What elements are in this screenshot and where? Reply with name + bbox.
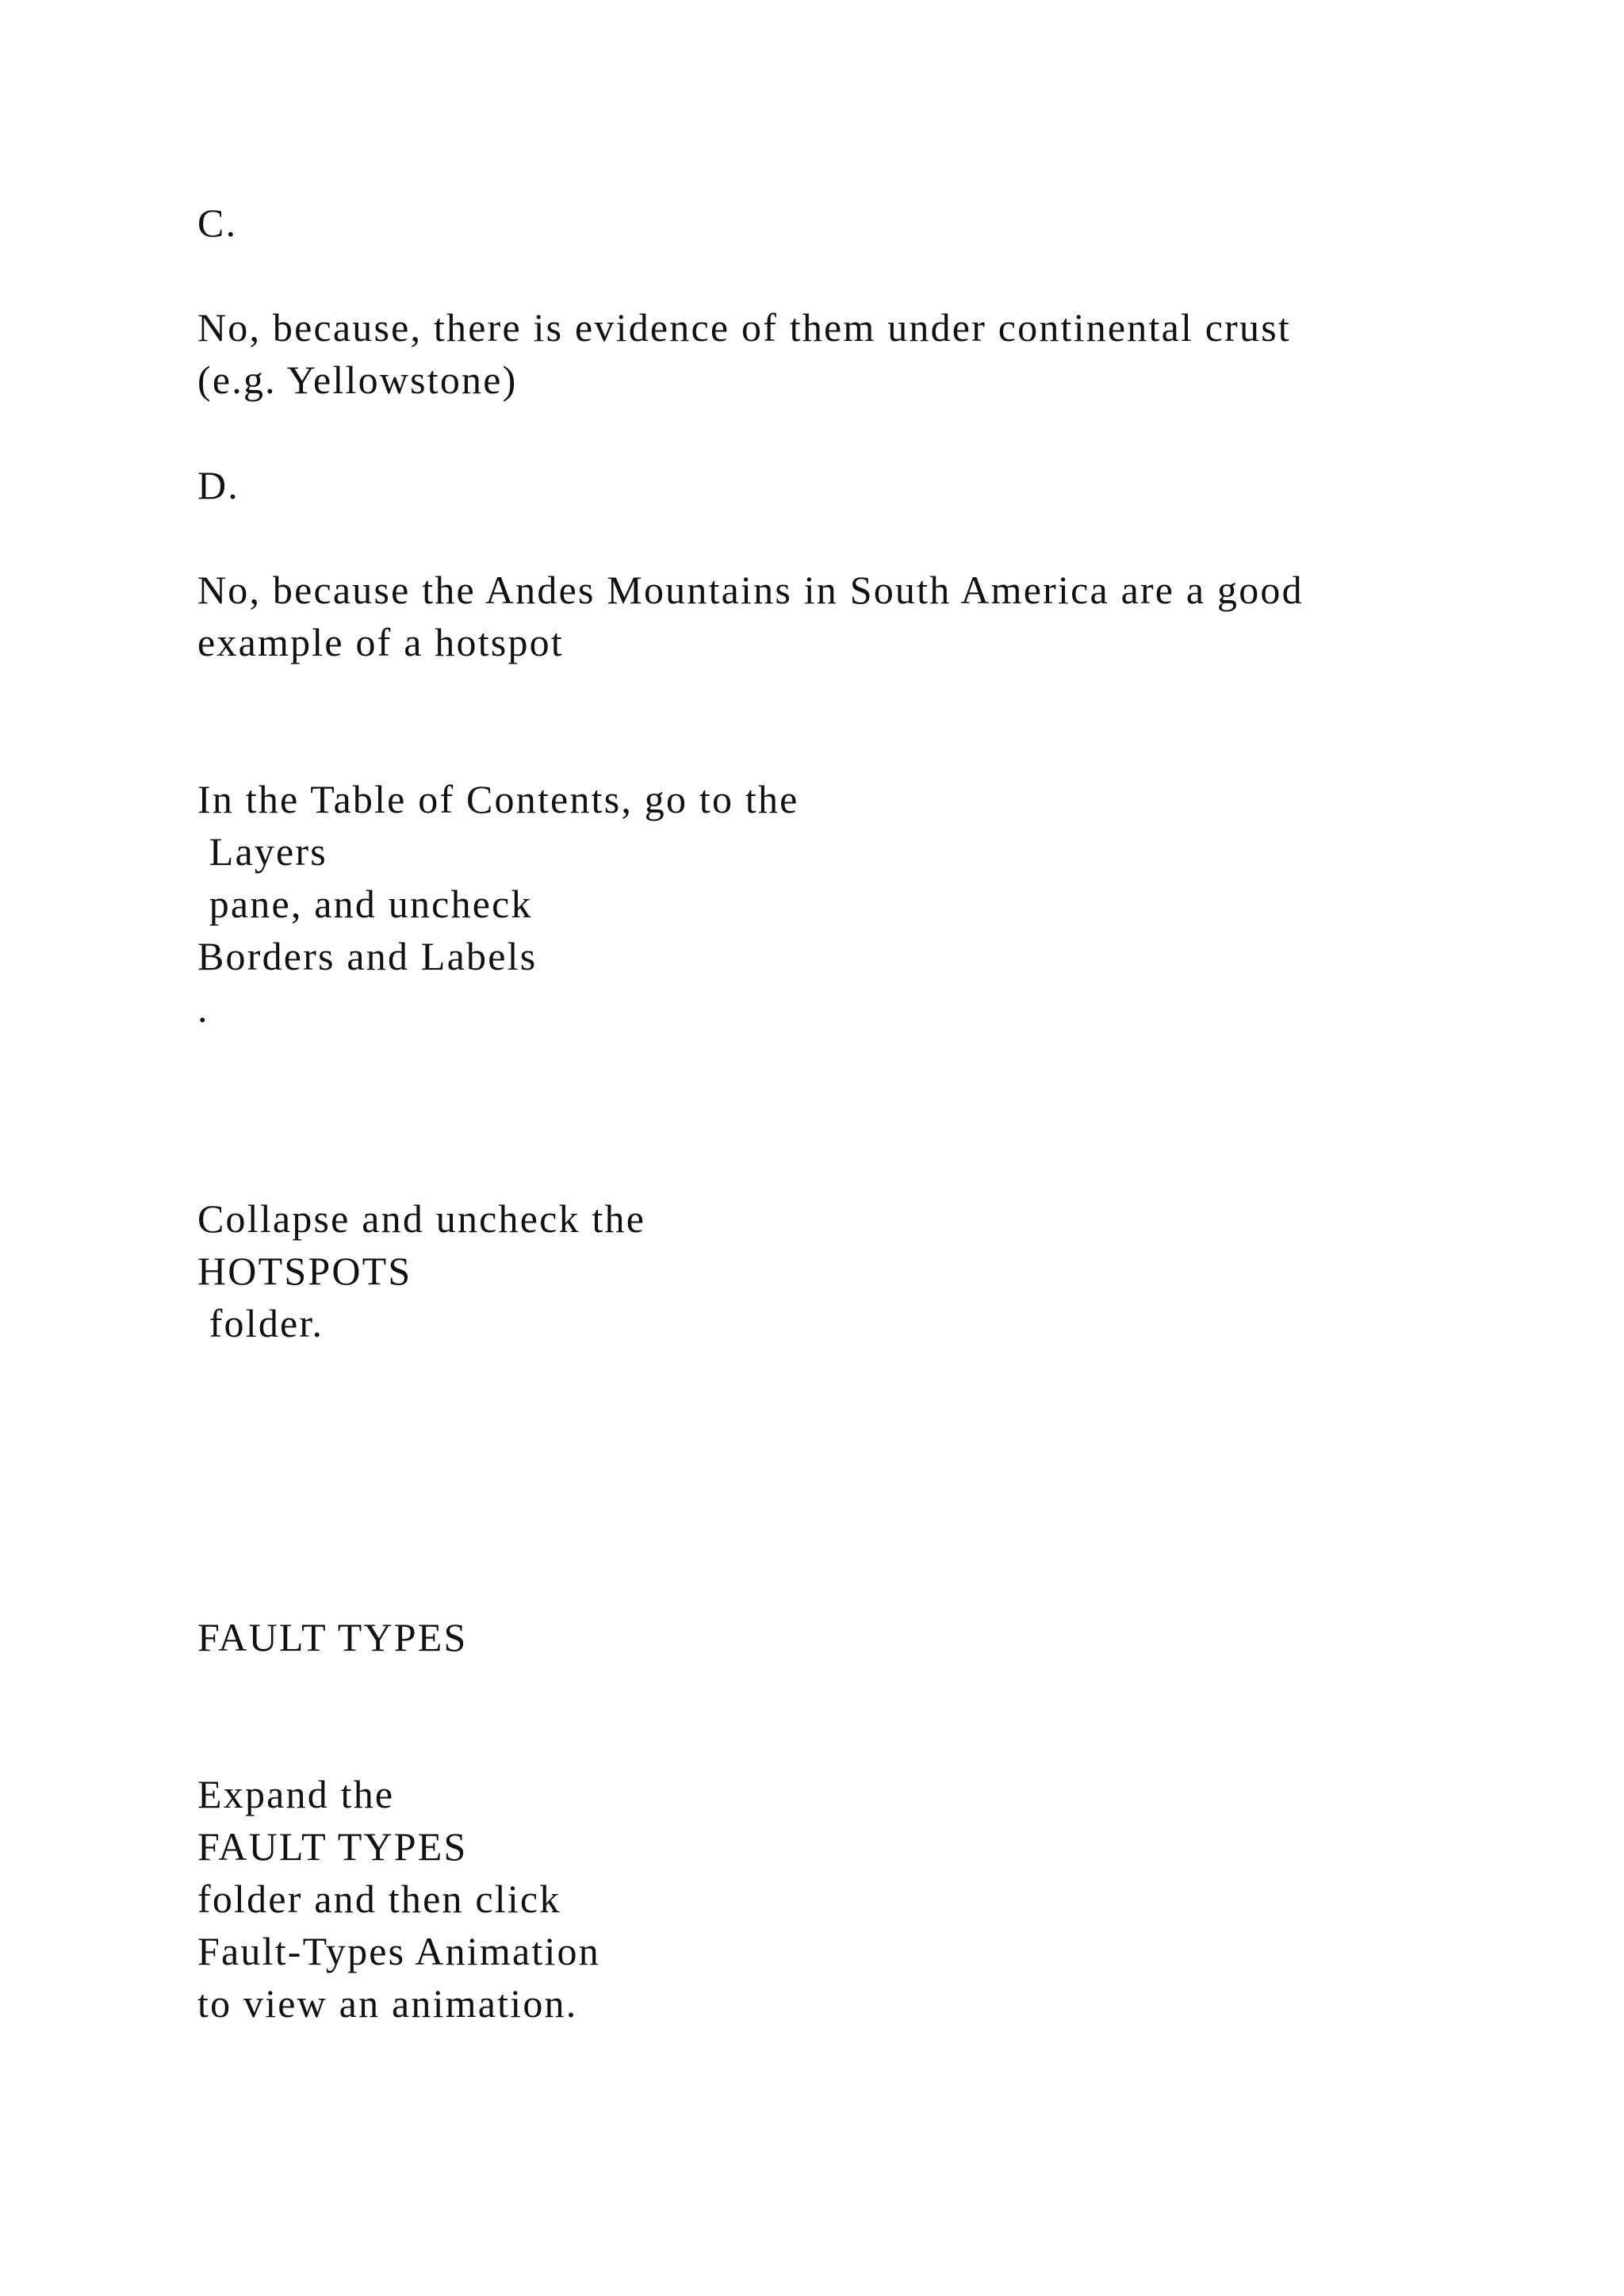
option-c-text-line-1: No, because, there is evidence of them under continental crust	[197, 305, 1291, 350]
fault-types-instruction-line-3: folder and then click	[197, 1877, 561, 1921]
hotspots-instruction-line-3: folder.	[197, 1301, 324, 1345]
layers-instruction-line-2: Layers	[197, 829, 327, 874]
layers-instruction-line-4: Borders and Labels	[197, 934, 538, 978]
option-d-text-line-2: example of a hotspot	[197, 620, 564, 664]
option-d-letter: D.	[197, 463, 240, 507]
option-d-text-line-1: No, because the Andes Mountains in South America are a good	[197, 568, 1304, 612]
fault-types-instruction-line-5: to view an animation.	[197, 1981, 578, 2026]
layers-instruction-line-5: .	[197, 986, 209, 1031]
fault-types-instruction-line-4: Fault-Types Animation	[197, 1929, 600, 1973]
layers-instruction-line-3: pane, and uncheck	[197, 882, 533, 926]
fault-types-instruction-line-2: FAULT TYPES	[197, 1824, 468, 1869]
option-c-letter: C.	[197, 201, 238, 245]
hotspots-instruction-line-1: Collapse and uncheck the	[197, 1196, 646, 1241]
option-c-text-line-2: (e.g. Yellowstone)	[197, 358, 518, 402]
fault-types-instruction-line-1: Expand the	[197, 1772, 395, 1816]
layers-instruction-line-1: In the Table of Contents, go to the	[197, 777, 799, 821]
fault-types-heading: FAULT TYPES	[197, 1615, 468, 1659]
hotspots-instruction-line-2: HOTSPOTS	[197, 1249, 412, 1293]
